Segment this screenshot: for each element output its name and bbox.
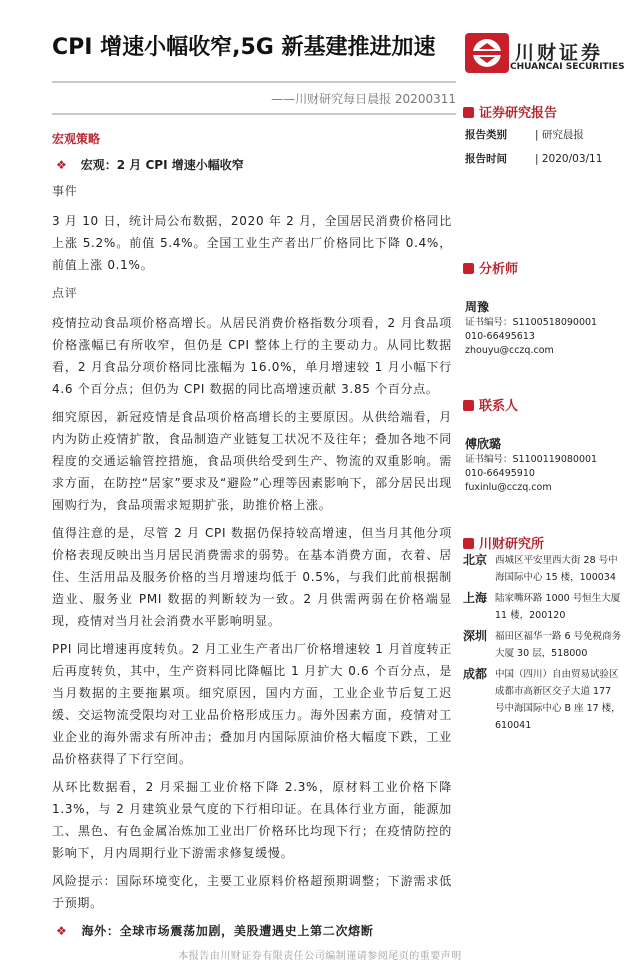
- diamond-bullet-icon: ❖: [56, 158, 67, 172]
- analyst-heading: 分析师: [463, 258, 518, 277]
- report-subtitle: ——川财研究每日晨报 20200311: [271, 92, 456, 106]
- page-title: CPI 增速小幅收窄,5G 新基建推进加速: [52, 35, 436, 60]
- brand-square-icon: [463, 538, 474, 549]
- contact-card: 傅欣璐 证书编号：S1100119080001 010-66495910 fuxinlu@cczq.com: [465, 437, 598, 493]
- office-item: 成都 中国（四川）自由贸易试验区成都市高新区交子大道 177 号中海国际中心 B 座 17 楼，610041: [463, 667, 621, 731]
- subtitle-divider: [52, 113, 456, 115]
- brand-square-icon: [463, 263, 474, 274]
- brand-name: 川财证券: [515, 42, 604, 64]
- bullet-text: 海外：全球市场震荡加剧，美股遭遇史上第二次熔断: [81, 924, 374, 938]
- brand-square-icon: [463, 400, 474, 411]
- paragraph: 疫情拉动食品项价格高增长。从居民消费价格指数分项看，2 月食品项价格涨幅已有所收窄，但仍是 CPI 整体上行的主要动力。从同比数据看，2 月食品分项价格同比涨幅为 16.0%，单月增速较 1 月小幅下行 4.6 个百分点；但仍为 CPI 数据的同比高增速贡献 3.85 个百分点。: [52, 316, 452, 396]
- report-type: 报告类别 | 研究晨报: [465, 129, 584, 141]
- footer-disclaimer: 本报告由川财证券有限责任公司编制谨请参阅尾页的重要声明: [178, 951, 462, 962]
- contact-email[interactable]: fuxinlu@cczq.com: [465, 482, 552, 493]
- institute-heading: 川财研究所: [463, 533, 544, 552]
- paragraph: 值得注意的是，尽管 2 月 CPI 数据仍保持较高增速，但当月其他分项价格表现反映出当月居民消费需求的弱势。在基本消费方面，衣着、居住、生活用品及服务价格的当月增速均低于 0.5%，与我们此前根据制造业、服务业 PMI 数据的判断较为一致。2 月供需两弱在价格端显现，疫情对当月社会消费水平影响明显。: [52, 526, 452, 628]
- analyst-card: 周豫 证书编号：S1100518090001 010-66495613 zhouyu@cczq.com: [465, 300, 598, 356]
- brand-square-icon: [463, 107, 474, 118]
- risk-paragraph: 风险提示：国际环境变化，主要工业原料价格超预期调整；下游需求低于预期。: [52, 874, 452, 910]
- comment-heading: 点评: [52, 286, 78, 300]
- event-paragraph: 3 月 10 日，统计局公布数据，2020 年 2 月，全国居民消费价格同比上涨 5.2%。前值 5.4%。全国工业生产者出厂价格同比下降 0.4%，前值上涨 0.1%。: [52, 214, 452, 272]
- office-item: 上海 陆家嘴环路 1000 号恒生大厦 11 楼，200120: [463, 591, 621, 621]
- paragraph: 细究原因，新冠疫情是食品项价格高增长的主要原因。从供给端看，月内为防止疫情扩散，食品制造产业链复工状况不及往年；叠加各地不同程度的交通运输管控措施，食品项供给受到生产、物流的双重影响。需求方面，在防控“居家”要求及“避险”心理等因素影响下，部分居民出现囤购行为，食品项需求短期扩张，助推价格上涨。: [52, 410, 452, 512]
- paragraph: 从环比数据看，2 月采掘工业价格下降 2.3%，原材料工业价格下降 1.3%，与 2 月建筑业景气度的下行相印证。在具体行业方面，能源加工、黑色、有色金属冶炼加工业出厂价格环比均现下行；在疫情防控的影响下，月内周期行业下游需求修复缓慢。: [52, 780, 452, 860]
- article-body: [52, 180, 452, 942]
- bullet-text: 宏观：2 月 CPI 增速小幅收窄: [80, 158, 244, 172]
- bullet-macro: [56, 156, 244, 173]
- office-item: 北京 西城区平安里西大街 28 号中海国际中心 15 楼，100034: [463, 553, 618, 583]
- section-label: 宏观策略: [52, 132, 101, 146]
- title-divider: [52, 81, 456, 83]
- paragraph: PPI 同比增速再度转负。2 月工业生产者出厂价格增速较 1 月首度转正后再度转负，其中，生产资料同比降幅比 1 月扩大 0.6 个百分点，是当月数据的主要拖累项。细究原因，国内方面，工业企业节后复工迟缓、交运物流受限均对工业品价格形成压力。海外因素方面，疫情对工业企业的海外需求有所冲击；叠加月内国际原油价格大幅度下跌，工业品价格获得了下行空间。: [52, 642, 452, 766]
- analyst-email[interactable]: zhouyu@cczq.com: [465, 345, 554, 356]
- report-heading: 证券研究报告: [463, 102, 557, 121]
- bullet-overseas: [56, 920, 452, 942]
- brand-logo-icon: [465, 33, 509, 73]
- event-heading: 事件: [52, 184, 78, 198]
- diamond-bullet-icon: ❖: [56, 924, 68, 938]
- office-list: [463, 552, 623, 738]
- report-time: 报告时间 | 2020/03/11: [465, 153, 603, 165]
- office-item: 深圳 福田区福华一路 6 号免税商务大厦 30 层，518000: [463, 629, 622, 659]
- brand-name-en: CHUANCAI SECURITIES: [510, 62, 625, 72]
- contact-heading: 联系人: [463, 395, 518, 414]
